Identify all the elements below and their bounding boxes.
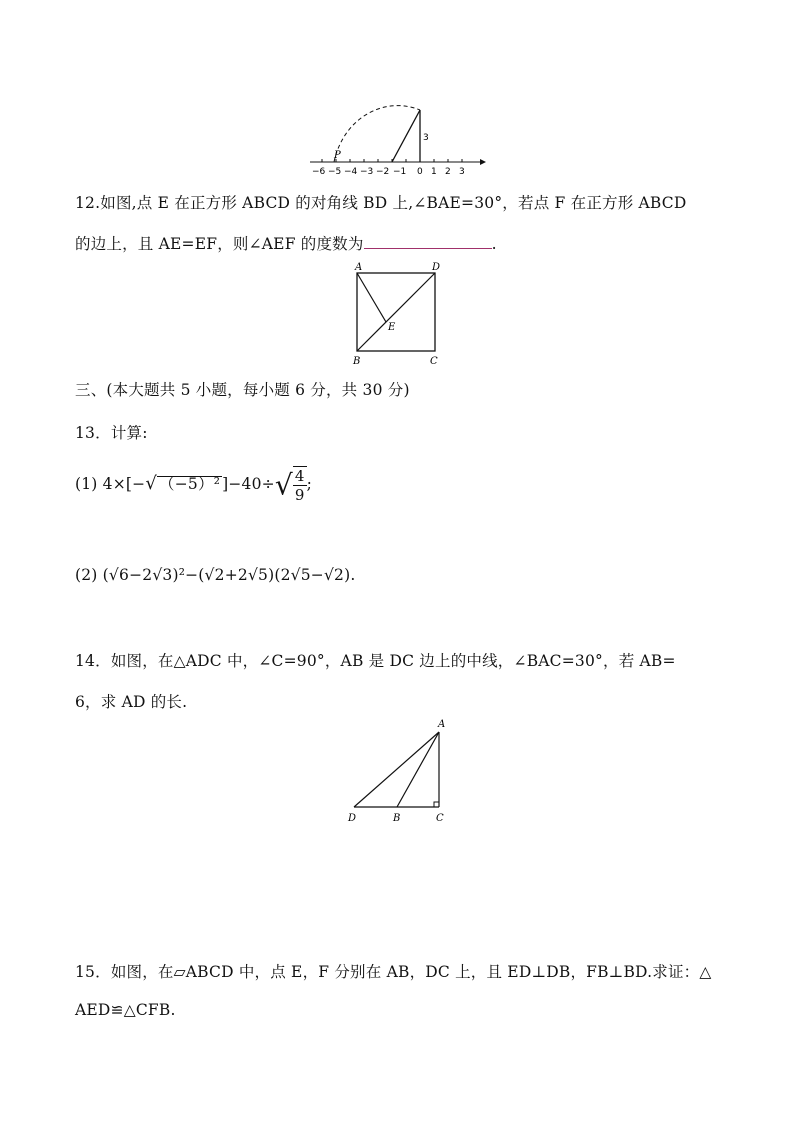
numberline-figure — [306, 98, 488, 178]
vertex-a-label: A — [355, 262, 363, 273]
vertex-d-label: D — [348, 813, 357, 824]
q13-p1-mid: ]−40÷ — [222, 475, 275, 493]
answer-blank[interactable] — [364, 234, 492, 249]
hypotenuse — [392, 110, 420, 162]
point-p-label: P — [334, 150, 341, 161]
median-ab — [397, 732, 439, 807]
radical-icon: √ — [145, 473, 158, 494]
vertex-b-label: B — [353, 356, 361, 367]
q12-line1: 12.如图,点 E 在正方形 ABCD 的对角线 BD 上,∠BAE=30°，若点 F 在正方形 ABCD — [75, 194, 687, 212]
q13-part1 — [75, 466, 312, 504]
segment-ae — [357, 273, 386, 322]
q15-line2: AED≌△CFB. — [75, 1001, 176, 1019]
q13-title: 13．计算: — [75, 424, 148, 442]
tick-label: −2 — [376, 167, 390, 177]
q12-line2 — [75, 232, 497, 254]
side-ad — [354, 732, 439, 807]
q12-line2-text: 的边上，且 AE=EF，则∠AEF 的度数为 — [75, 235, 364, 253]
tick-label: −1 — [393, 167, 407, 177]
right-angle-icon — [434, 802, 439, 807]
q12-line2-end: . — [491, 235, 497, 253]
tick-label: 1 — [431, 167, 437, 177]
q13-p1-prefix: (1) 4×[− — [75, 475, 146, 493]
q14-line1: 14．如图，在△ADC 中，∠C=90°，AB 是 DC 边上的中线，∠BAC=30°，若 AB= — [75, 652, 676, 670]
triangle-figure — [340, 714, 452, 826]
vertex-c-label: C — [436, 813, 444, 824]
tick-label: −3 — [360, 167, 374, 177]
fraction-denominator: 9 — [294, 486, 305, 504]
point-e-label: E — [388, 322, 396, 333]
q13-part2: (2) (√6−2√3)²−(√2+2√5)(2√5−√2). — [75, 566, 356, 584]
section-3-heading: 三、(本大题共 5 小题，每小题 6 分，共 30 分) — [75, 381, 410, 399]
fraction-4-9 — [293, 466, 307, 504]
fraction-numerator: 4 — [294, 467, 305, 485]
square-figure — [346, 258, 450, 370]
tick-label: −6 — [312, 167, 326, 177]
tick-label: −5 — [328, 167, 342, 177]
diagonal-bd — [357, 273, 435, 351]
point-b-label: B — [393, 813, 401, 824]
vertex-a-label: A — [438, 719, 446, 730]
vertex-c-label: C — [430, 356, 438, 367]
vertex-d-label: D — [432, 262, 441, 273]
tick-label: 2 — [445, 167, 451, 177]
tick-label: −4 — [344, 167, 358, 177]
q15-line1: 15．如图，在▱ABCD 中，点 E，F 分别在 AB，DC 上，且 ED⊥DB，FB⊥BD.求证：△ — [75, 963, 712, 981]
q13-p1-radicand: （−5）² — [159, 475, 221, 493]
tick-label: 0 — [417, 167, 423, 177]
height-label: 3 — [423, 133, 429, 143]
axis-arrow-icon — [480, 159, 486, 165]
radical-icon: √ — [274, 468, 293, 502]
q14-line2: 6，求 AD 的长. — [75, 693, 188, 711]
tick-label: 3 — [459, 167, 465, 177]
q13-p1-end: ; — [306, 475, 313, 493]
